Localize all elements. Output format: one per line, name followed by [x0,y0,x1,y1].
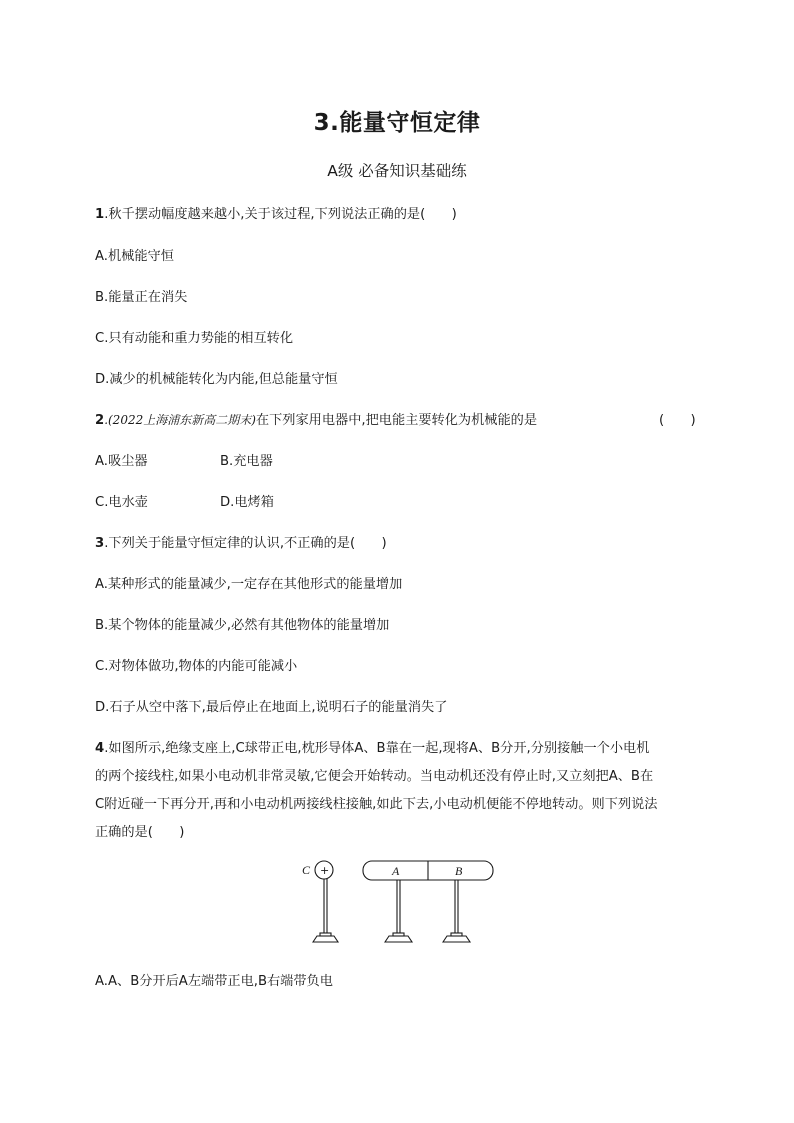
answer-bracket: ( ) [659,413,696,428]
conductor-a-label: A [392,864,400,878]
question-number: 1 [95,207,105,222]
plus-sign-icon: + [320,864,330,877]
question-2-option-a: A.吸尘器 [95,454,148,469]
question-3-option-a: A.某种形式的能量减少,一定存在其他形式的能量增加 [95,577,403,592]
page-title: 3.能量守恒定律 [313,110,481,136]
question-1-option-c: C.只有动能和重力势能的相互转化 [95,331,294,346]
question-number: 3 [95,536,105,551]
question-3-option-c: C.对物体做功,物体的内能可能减小 [95,659,298,674]
question-number: 4 [95,741,105,756]
question-1-option-a: A.机械能守恒 [95,249,174,264]
question-3-stem [95,532,387,551]
question-4-option-a: A.A、B分开后A左端带正电,B右端带负电 [95,974,333,989]
question-source: .(2022上海浦东新高二期末) [104,413,256,427]
question-text: .如图所示,绝缘支座上,C球带正电,枕形导体A、B靠在一起,现将A、B分开,分别接触一个小电机 [104,741,650,756]
question-1-option-d: D.减少的机械能转化为内能,但总能量守恒 [95,372,338,387]
conductor-b-label: B [455,864,463,878]
question-3-option-b: B.某个物体的能量减少,必然有其他物体的能量增加 [95,618,390,633]
question-text: .秋千摆动幅度越来越小,关于该过程,下列说法正确的是( ) [104,207,457,222]
ball-label: C [302,863,311,877]
question-4-stem-line-4: 正确的是( ) [95,825,185,840]
question-text: .下列关于能量守恒定律的认识,不正确的是( ) [104,536,387,551]
question-number: 2 [95,413,105,428]
section-heading: A级 必备知识基础练 [327,162,467,180]
question-2-option-c: C.电水壶 [95,495,148,510]
apparatus-figure [296,853,500,953]
question-1-stem [95,203,457,222]
question-4-stem-line-2: 的两个接线柱,如果小电动机非常灵敏,它便会开始转动。当电动机还没有停止时,又立刻把A、B在 [95,769,654,784]
question-3-option-d: D.石子从空中落下,最后停止在地面上,说明石子的能量消失了 [95,700,448,715]
question-2-stem [95,409,537,428]
question-4-stem-line-1 [95,737,649,756]
question-4-stem-line-3: C附近碰一下再分开,再和小电动机两接线柱接触,如此下去,小电动机便能不停地转动。则下列说法 [95,797,658,812]
question-2-option-d: D.电烤箱 [220,495,274,510]
question-2-option-b: B.充电器 [220,454,273,469]
question-1-option-b: B.能量正在消失 [95,290,188,305]
question-text: 在下列家用电器中,把电能主要转化为机械能的是 [255,413,538,428]
